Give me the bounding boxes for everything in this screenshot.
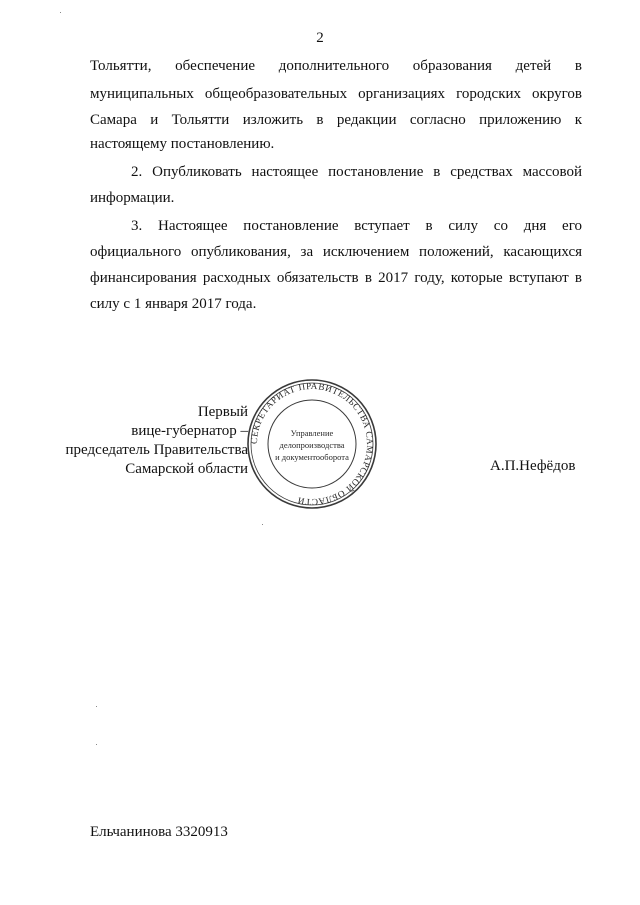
official-stamp xyxy=(246,378,378,510)
body-line: Самара и Тольятти изложить в редакции согласно приложению к xyxy=(90,112,582,128)
page-number: 2 xyxy=(316,30,324,46)
scan-speck xyxy=(262,524,263,525)
executor-contact: Ельчанинова 3320913 xyxy=(90,824,228,840)
body-line: 3. Настоящее постановление вступает в силу со дня его xyxy=(131,218,582,234)
signer-title-line: Самарской области xyxy=(125,461,248,477)
body-line: финансирования расходных обязательств в 2017 году, которые вступают в xyxy=(90,270,582,286)
signer-name: А.П.Нефёдов xyxy=(490,458,576,474)
body-line: настоящему постановлению. xyxy=(90,136,275,152)
scan-speck xyxy=(96,744,97,745)
scan-speck xyxy=(96,706,97,707)
body-line: силу с 1 января 2017 года. xyxy=(90,296,257,312)
body-line: 2. Опубликовать настоящее постановление в средствах массовой xyxy=(131,164,582,180)
signer-title-line: председатель Правительства xyxy=(65,442,248,458)
stamp-ring-text: СЕКРЕТАРИАТ ПРАВИТЕЛЬСТВА САМАРСКОЙ ОБЛАСТИ xyxy=(248,380,376,508)
body-line: официального опубликования, за исключением положений, касающихся xyxy=(90,244,582,260)
body-line: Тольятти, обеспечение дополнительного образования детей в xyxy=(90,58,582,74)
body-line: информации. xyxy=(90,190,175,206)
signer-title-line: вице-губернатор – xyxy=(131,423,248,439)
signer-title-line: Первый xyxy=(197,404,248,420)
scan-speck xyxy=(60,12,61,13)
body-line: муниципальных общеобразовательных организациях городских округов xyxy=(90,86,582,102)
stamp-center-line: Управление xyxy=(290,428,334,438)
stamp-center-line: и документооборота xyxy=(275,452,349,462)
stamp-center-line: делопроизводства xyxy=(279,440,345,450)
